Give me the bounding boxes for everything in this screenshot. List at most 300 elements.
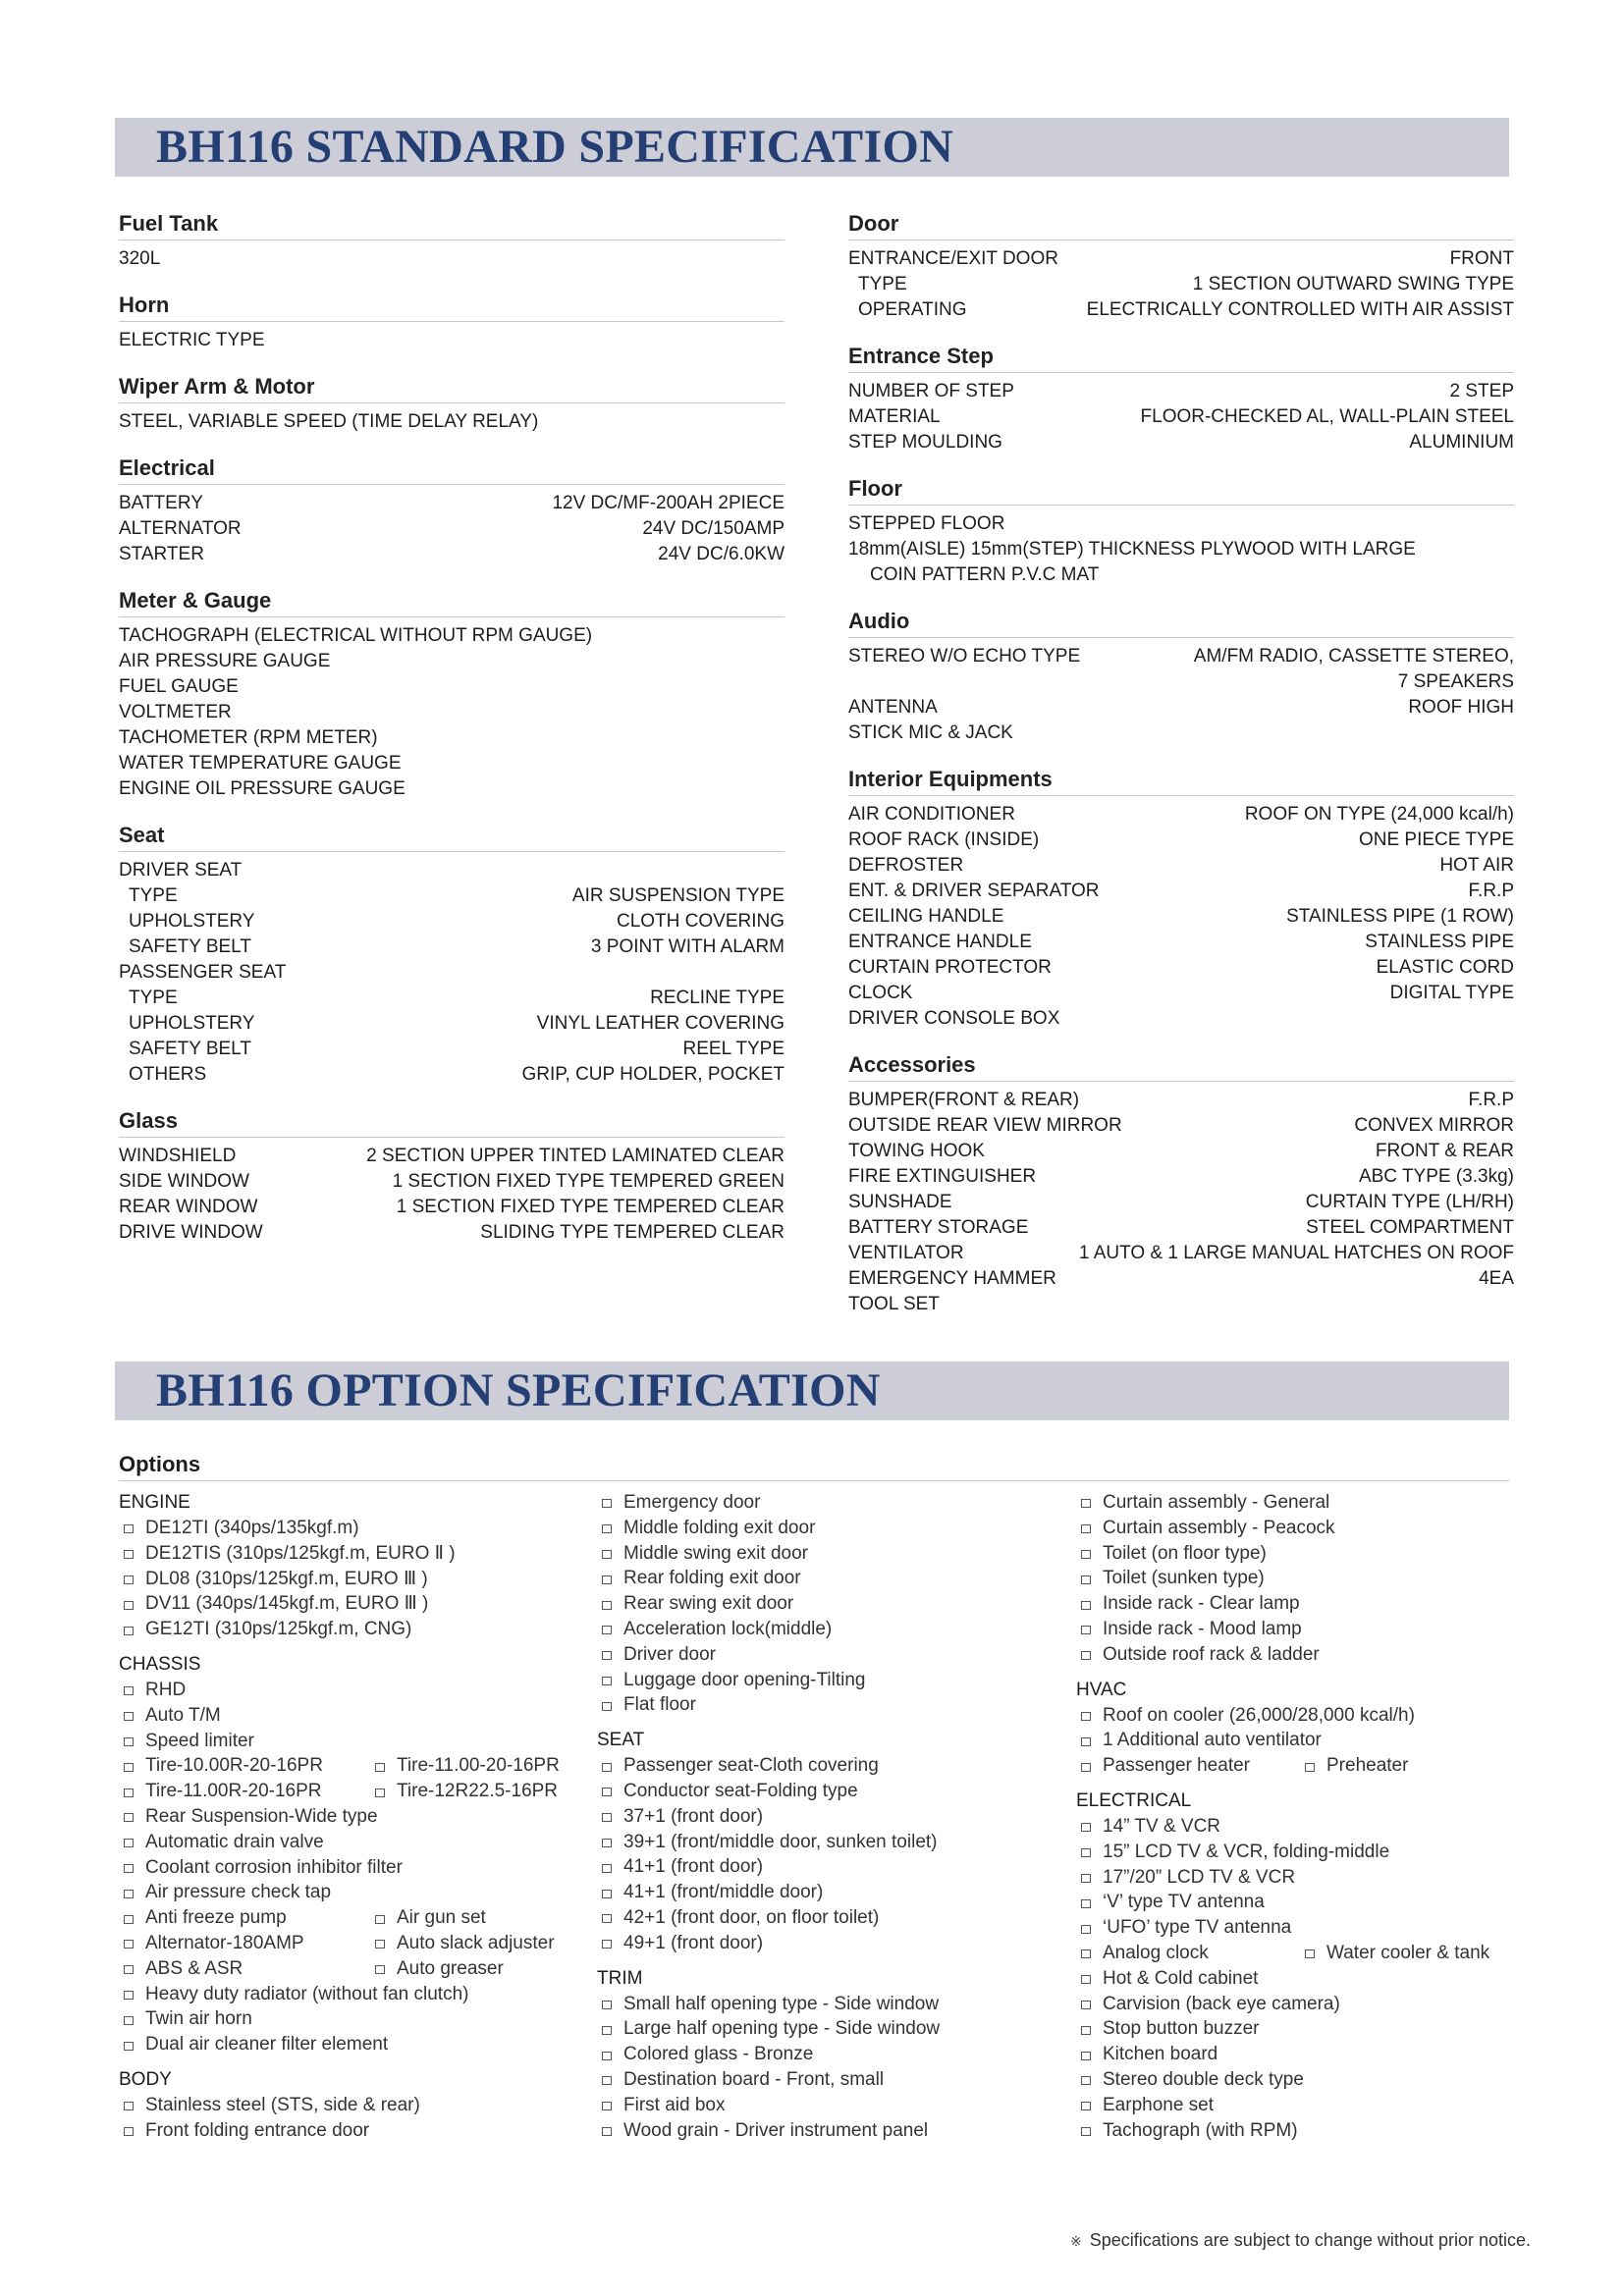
option-item: [1076, 1814, 1220, 1840]
option-label: Passenger seat-Cloth covering: [623, 1755, 879, 1777]
section-title: Interior Equipments: [848, 766, 1514, 796]
option-label: Preheater: [1326, 1755, 1409, 1777]
option-row: [119, 1880, 590, 1905]
option-item: [370, 1931, 555, 1956]
spec-value: ROOF ON TYPE (24,000 kcal/h): [1244, 804, 1514, 825]
option-label: 14” TV & VCR: [1103, 1815, 1221, 1837]
option-item: [1076, 1941, 1209, 1966]
square-bullet-icon: [1081, 2102, 1091, 2110]
option-row: [1076, 2093, 1518, 2118]
spec-value: 24V DC/6.0KW: [658, 544, 784, 564]
option-label: Inside rack - Clear lamp: [1103, 1593, 1300, 1615]
spec-label: CURTAIN PROTECTOR: [848, 957, 1052, 978]
section-title: Horn: [119, 292, 784, 322]
square-bullet-icon: [602, 1524, 612, 1533]
spec-label: STEP MOULDING: [848, 432, 1002, 453]
option-label: DV11 (340ps/145kgf.m, EURO Ⅲ ): [145, 1593, 429, 1615]
option-label: Stereo double deck type: [1103, 2068, 1304, 2090]
square-bullet-icon: [1081, 1899, 1091, 1908]
option-row: [119, 1703, 590, 1729]
square-bullet-icon: [124, 1575, 134, 1584]
square-bullet-icon: [1081, 1823, 1091, 1832]
square-bullet-icon: [1081, 1763, 1091, 1772]
option-row: [1076, 2016, 1518, 2042]
option-row: [597, 1992, 1068, 2017]
option-group-heading: SEAT: [597, 1730, 645, 1751]
spec-label: OPERATING: [858, 299, 967, 320]
spec-value: STAINLESS PIPE: [1365, 932, 1514, 952]
option-row: [119, 1678, 590, 1703]
square-bullet-icon: [1081, 2076, 1091, 2085]
section-title: Accessories: [848, 1051, 1514, 1082]
option-row: [597, 1668, 1068, 1693]
square-bullet-icon: [602, 1499, 612, 1508]
option-item: [1076, 1728, 1322, 1753]
square-bullet-icon: [124, 1524, 134, 1533]
spec-line: ENGINE OIL PRESSURE GAUGE: [119, 778, 406, 799]
spec-section-seat: [119, 822, 784, 1088]
option-label: 39+1 (front/middle door, sunken toilet): [623, 1831, 938, 1852]
option-row: [119, 2093, 590, 2118]
option-item: [597, 2067, 884, 2093]
option-label: Stop button buzzer: [1103, 2018, 1260, 2040]
option-row: [597, 1880, 1068, 1905]
option-row: [1076, 1490, 1518, 1516]
spec-label: SAFETY BELT: [129, 936, 251, 957]
spec-line: STEPPED FLOOR: [848, 513, 1005, 534]
option-label: Passenger heater: [1103, 1755, 1250, 1777]
spec-section-electrical: [119, 454, 784, 567]
spec-row: [848, 1241, 1514, 1266]
option-item: [370, 1779, 558, 1804]
square-bullet-icon: [124, 2127, 134, 2136]
square-bullet-icon: [1081, 2127, 1091, 2136]
spec-value: AM/FM RADIO, CASSETTE STEREO,: [1193, 646, 1514, 667]
option-item: [119, 1729, 254, 1754]
spec-label: ENT. & DRIVER SEPARATOR: [848, 881, 1100, 901]
option-item: [1076, 1566, 1265, 1591]
option-item: [1076, 1591, 1300, 1617]
spec-section-horn: [119, 292, 784, 353]
option-item: [119, 1880, 331, 1905]
option-group-continued: [1076, 1490, 1518, 1668]
spec-row: [119, 516, 784, 542]
options-column-2: [597, 1490, 1068, 2153]
option-row: [119, 1905, 590, 1931]
spec-label: ANTENNA: [848, 697, 938, 718]
option-row: [597, 1854, 1068, 1880]
square-bullet-icon: [1081, 1499, 1091, 1508]
square-bullet-icon: [124, 1712, 134, 1721]
option-group-hvac: [1076, 1678, 1518, 1779]
spec-section-audio: [848, 608, 1514, 746]
square-bullet-icon: [124, 1940, 134, 1949]
options-column-3: [1076, 1490, 1518, 2153]
square-bullet-icon: [602, 1702, 612, 1711]
square-bullet-icon: [124, 1915, 134, 1924]
option-label: Colored glass - Bronze: [623, 2044, 814, 2065]
option-label: Auto slack adjuster: [397, 1932, 555, 1953]
spec-row: [848, 1088, 1514, 1113]
option-label: Heavy duty radiator (without fan clutch): [145, 1983, 469, 2004]
spec-label: CLOCK: [848, 983, 913, 1003]
option-label: GE12TI (310ps/125kgf.m, CNG): [145, 1619, 412, 1640]
option-row: [119, 1567, 590, 1592]
spec-section-wiper-arm-motor: [119, 373, 784, 435]
option-item: [1076, 2093, 1214, 2118]
option-row: [597, 1905, 1068, 1931]
spec-row: [848, 930, 1514, 955]
option-item: [119, 1617, 411, 1642]
option-row: [119, 1729, 590, 1754]
option-label: ‘UFO’ type TV antenna: [1103, 1917, 1292, 1939]
option-row: [1076, 1566, 1518, 1591]
square-bullet-icon: [602, 2001, 612, 2009]
spec-value: ELECTRICALLY CONTROLLED WITH AIR ASSIST: [1086, 299, 1514, 320]
option-label: Tachograph (with RPM): [1103, 2119, 1298, 2141]
spec-value: 1 SECTION OUTWARD SWING TYPE: [1192, 274, 1514, 294]
option-item: [1076, 1890, 1265, 1915]
square-bullet-icon: [124, 1890, 134, 1898]
spec-label: TOWING HOOK: [848, 1141, 985, 1161]
square-bullet-icon: [124, 1813, 134, 1822]
spec-line: DRIVER SEAT: [119, 860, 243, 881]
option-item: [597, 1854, 763, 1880]
square-bullet-icon: [1081, 1601, 1091, 1610]
square-bullet-icon: [124, 1601, 134, 1610]
options-column-1: [119, 1490, 590, 2154]
option-label: Auto T/M: [145, 1704, 221, 1726]
spec-value: STEEL COMPARTMENT: [1306, 1217, 1514, 1238]
option-item: [119, 1855, 403, 1881]
square-bullet-icon: [602, 1788, 612, 1796]
spec-row: [848, 1215, 1514, 1241]
spec-value: 1 SECTION FIXED TYPE TEMPERED CLEAR: [396, 1197, 784, 1217]
option-row: [119, 1931, 590, 1956]
option-row: [597, 1692, 1068, 1718]
section-title: Fuel Tank: [119, 210, 784, 240]
option-group-chassis: [119, 1652, 590, 2057]
option-group-seat: [597, 1728, 1068, 1955]
square-bullet-icon: [124, 1550, 134, 1559]
spec-value: CLOTH COVERING: [616, 911, 784, 932]
option-label: Carvision (back eye camera): [1103, 1993, 1340, 2014]
option-label: DE12TI (340ps/135kgf.m): [145, 1518, 359, 1538]
option-item: [597, 1617, 832, 1642]
option-item: [1076, 1703, 1415, 1729]
spec-label: CEILING HANDLE: [848, 906, 1004, 927]
section-title: Meter & Gauge: [119, 587, 784, 617]
option-row: [597, 2067, 1068, 2093]
option-label: Water cooler & tank: [1326, 1942, 1490, 1963]
option-item: [597, 1880, 823, 1905]
option-row: [1076, 1865, 1518, 1891]
option-row: [119, 1855, 590, 1881]
option-item: [119, 2032, 388, 2057]
option-item: [119, 1516, 359, 1541]
option-row: [597, 1490, 1068, 1516]
option-item: [597, 1830, 938, 1855]
option-row: [597, 2042, 1068, 2067]
spec-row: [119, 1220, 784, 1246]
spec-section-accessories: [848, 1051, 1514, 1317]
spec-label: DEFROSTER: [848, 855, 964, 876]
spec-value: ABC TYPE (3.3kg): [1358, 1166, 1514, 1187]
spec-line: AIR PRESSURE GAUGE: [119, 651, 331, 671]
spec-value: ELASTIC CORD: [1376, 957, 1514, 978]
spec-value: DIGITAL TYPE: [1389, 983, 1514, 1003]
option-label: Driver door: [623, 1643, 716, 1665]
option-item: [1076, 1992, 1340, 2017]
option-label: ‘V’ type TV antenna: [1103, 1892, 1265, 1913]
option-label: Coolant corrosion inhibitor filter: [145, 1856, 403, 1878]
option-item: [119, 1753, 323, 1779]
option-label: Conductor seat-Folding type: [623, 1780, 858, 1801]
spec-label: AIR CONDITIONER: [848, 804, 1015, 825]
option-row: [1076, 1840, 1518, 1865]
option-row: [119, 1617, 590, 1642]
square-bullet-icon: [375, 1915, 385, 1924]
spec-value: 1 SECTION FIXED TYPE TEMPERED GREEN: [392, 1171, 784, 1192]
square-bullet-icon: [602, 2127, 612, 2136]
square-bullet-icon: [602, 2052, 612, 2060]
square-bullet-icon: [124, 1839, 134, 1847]
option-label: Flat floor: [623, 1694, 696, 1716]
spec-label: TYPE: [129, 988, 178, 1008]
square-bullet-icon: [602, 2102, 612, 2110]
option-label: Rear Suspension-Wide type: [145, 1805, 378, 1827]
option-item: [597, 1668, 865, 1693]
option-row: [1076, 1728, 1518, 1753]
option-item: [1076, 1915, 1291, 1941]
square-bullet-icon: [1081, 2026, 1091, 2035]
option-row: [1076, 1642, 1518, 1668]
option-item: [1076, 1840, 1389, 1865]
option-item: [119, 2093, 420, 2118]
options-heading: Options: [119, 1451, 1509, 1481]
option-label: Tire-11.00R-20-16PR: [145, 1781, 322, 1802]
option-item: [1076, 1516, 1335, 1541]
option-label: Curtain assembly - Peacock: [1103, 1517, 1335, 1538]
spec-row: [119, 491, 784, 516]
section-title: Glass: [119, 1107, 784, 1138]
spec-value: FRONT & REAR: [1375, 1141, 1514, 1161]
spec-label: REAR WINDOW: [119, 1197, 258, 1217]
option-row: [119, 2118, 590, 2144]
spec-label: SUNSHADE: [848, 1192, 952, 1212]
option-label: Kitchen board: [1103, 2044, 1218, 2065]
spec-value: 2 SECTION UPPER TINTED LAMINATED CLEAR: [366, 1146, 784, 1166]
spec-value: CURTAIN TYPE (LH/RH): [1305, 1192, 1514, 1212]
option-row: [1076, 1966, 1518, 1992]
spec-line: 320L: [119, 248, 161, 269]
section-title: Audio: [848, 608, 1514, 638]
spec-value: 2 STEP: [1449, 381, 1514, 401]
spec-row: [119, 1011, 784, 1037]
square-bullet-icon: [124, 1991, 134, 2000]
option-item: [119, 1703, 221, 1729]
option-row: [1076, 1516, 1518, 1541]
square-bullet-icon: [602, 1839, 612, 1847]
spec-row: [119, 542, 784, 567]
spec-value: VINYL LEATHER COVERING: [536, 1013, 784, 1034]
option-item: [119, 1541, 456, 1567]
option-item: [119, 1931, 304, 1956]
option-label: 49+1 (front door): [623, 1932, 764, 1953]
spec-section-floor: [848, 475, 1514, 588]
option-item: [1076, 1865, 1295, 1891]
spec-line: TOOL SET: [848, 1294, 940, 1314]
square-bullet-icon: [602, 2026, 612, 2035]
spec-label: BATTERY STORAGE: [848, 1217, 1029, 1238]
square-bullet-icon: [1081, 1874, 1091, 1883]
option-row: [1076, 1591, 1518, 1617]
square-bullet-icon: [602, 1763, 612, 1772]
spec-value: AIR SUSPENSION TYPE: [571, 885, 784, 906]
square-bullet-icon: [1081, 1575, 1091, 1584]
spec-value: SLIDING TYPE TEMPERED CLEAR: [480, 1222, 784, 1243]
option-row: [119, 1541, 590, 1567]
option-row: [119, 2006, 590, 2032]
spec-line: ELECTRIC TYPE: [119, 330, 265, 350]
option-item: [597, 2042, 813, 2067]
spec-value: 12V DC/MF-200AH 2PIECE: [552, 493, 784, 513]
option-row: [597, 2093, 1068, 2118]
option-label: 1 Additional auto ventilator: [1103, 1730, 1322, 1751]
spec-section-entrance-step: [848, 343, 1514, 455]
option-row: [597, 1931, 1068, 1956]
square-bullet-icon: [1081, 1626, 1091, 1634]
spec-line: WATER TEMPERATURE GAUGE: [119, 753, 402, 774]
option-label: ABS & ASR: [145, 1957, 243, 1979]
spec-row: [848, 1139, 1514, 1164]
square-bullet-icon: [602, 1813, 612, 1822]
option-group-engine: [119, 1490, 590, 1642]
option-group-heading: BODY: [119, 2068, 172, 2090]
square-bullet-icon: [1081, 1712, 1091, 1721]
option-item: [1300, 1753, 1408, 1779]
spec-row: [848, 853, 1514, 879]
spec-row: [848, 1164, 1514, 1190]
option-label: 15” LCD TV & VCR, folding-middle: [1103, 1841, 1390, 1862]
spec-value: ONE PIECE TYPE: [1358, 829, 1514, 850]
option-spec-title: BH116 OPTION SPECIFICATION: [156, 1364, 881, 1416]
square-bullet-icon: [1081, 1550, 1091, 1559]
option-label: Automatic drain valve: [145, 1831, 324, 1852]
option-row: [597, 1830, 1068, 1855]
option-item: [119, 1567, 428, 1592]
option-item: [1076, 1642, 1320, 1668]
option-label: Acceleration lock(middle): [623, 1618, 833, 1639]
option-label: DL08 (310ps/125kgf.m, EURO Ⅲ ): [145, 1568, 428, 1589]
option-item: [597, 1642, 716, 1668]
spec-value: GRIP, CUP HOLDER, POCKET: [521, 1064, 784, 1085]
square-bullet-icon: [602, 2076, 612, 2085]
standard-right-column: [848, 210, 1514, 1337]
option-item: [119, 1982, 469, 2007]
option-label: Large half opening type - Side window: [623, 2018, 941, 2040]
square-bullet-icon: [124, 1965, 134, 1974]
option-label: Twin air horn: [145, 2008, 252, 2030]
spec-row: [848, 430, 1514, 455]
spec-section-glass: [119, 1107, 784, 1246]
spec-row: [848, 879, 1514, 904]
option-label: First aid box: [623, 2094, 726, 2115]
square-bullet-icon: [375, 1940, 385, 1949]
option-label: Tire-12R22.5-16PR: [397, 1781, 559, 1802]
option-row: [119, 1830, 590, 1855]
option-label: Earphone set: [1103, 2094, 1215, 2115]
option-item: [119, 2118, 369, 2144]
spec-label: TYPE: [129, 885, 178, 906]
spec-row: [119, 934, 784, 960]
option-item: [1076, 2118, 1298, 2144]
spec-label: MATERIAL: [848, 406, 941, 427]
option-item: [597, 1516, 815, 1541]
spec-row: [848, 1113, 1514, 1139]
spec-row: [119, 986, 784, 1011]
option-row: [597, 2016, 1068, 2042]
spec-value: F.R.P: [1468, 881, 1514, 901]
option-item: [597, 1992, 939, 2017]
option-item: [1076, 1490, 1329, 1516]
option-row: [119, 1956, 590, 1982]
square-bullet-icon: [375, 1965, 385, 1974]
spec-value: CONVEX MIRROR: [1354, 1115, 1514, 1136]
square-bullet-icon: [124, 1686, 134, 1695]
spec-label: VENTILATOR: [848, 1243, 964, 1263]
square-bullet-icon: [1081, 1651, 1091, 1660]
spec-label: WINDSHIELD: [119, 1146, 237, 1166]
spec-value: 24V DC/150AMP: [642, 518, 784, 539]
option-item: [370, 1753, 560, 1779]
spec-label: BATTERY: [119, 493, 203, 513]
option-row: [597, 2118, 1068, 2144]
spec-row: [119, 1037, 784, 1062]
spec-row: [848, 981, 1514, 1006]
option-row: [1076, 1814, 1518, 1840]
spec-row: [848, 272, 1514, 297]
section-title: Floor: [848, 475, 1514, 506]
option-label: Middle swing exit door: [623, 1542, 808, 1564]
spec-line: VOLTMETER: [119, 702, 232, 722]
option-label: 37+1 (front door): [623, 1805, 764, 1827]
spec-label: SAFETY BELT: [129, 1039, 251, 1059]
spec-label: OTHERS: [129, 1064, 207, 1085]
option-item: [1300, 1941, 1489, 1966]
option-group-heading: CHASSIS: [119, 1653, 201, 1675]
section-title: Electrical: [119, 454, 784, 485]
option-label: Hot & Cold cabinet: [1103, 1967, 1259, 1989]
option-row: [1076, 1541, 1518, 1567]
section-title: Door: [848, 210, 1514, 240]
spec-label: NUMBER OF STEP: [848, 381, 1014, 401]
section-title: Wiper Arm & Motor: [119, 373, 784, 403]
spec-row: [848, 955, 1514, 981]
option-row: [1076, 1703, 1518, 1729]
spec-row: [848, 1266, 1514, 1292]
option-row: [597, 1753, 1068, 1779]
square-bullet-icon: [602, 1890, 612, 1898]
option-item: [597, 1490, 760, 1516]
option-label: Auto greaser: [397, 1957, 504, 1979]
spec-value: F.R.P: [1468, 1090, 1514, 1110]
square-bullet-icon: [1081, 1848, 1091, 1857]
option-label: Air pressure check tap: [145, 1882, 332, 1903]
option-row: [1076, 1890, 1518, 1915]
spec-row: [848, 404, 1514, 430]
spec-value: 4EA: [1479, 1268, 1514, 1289]
